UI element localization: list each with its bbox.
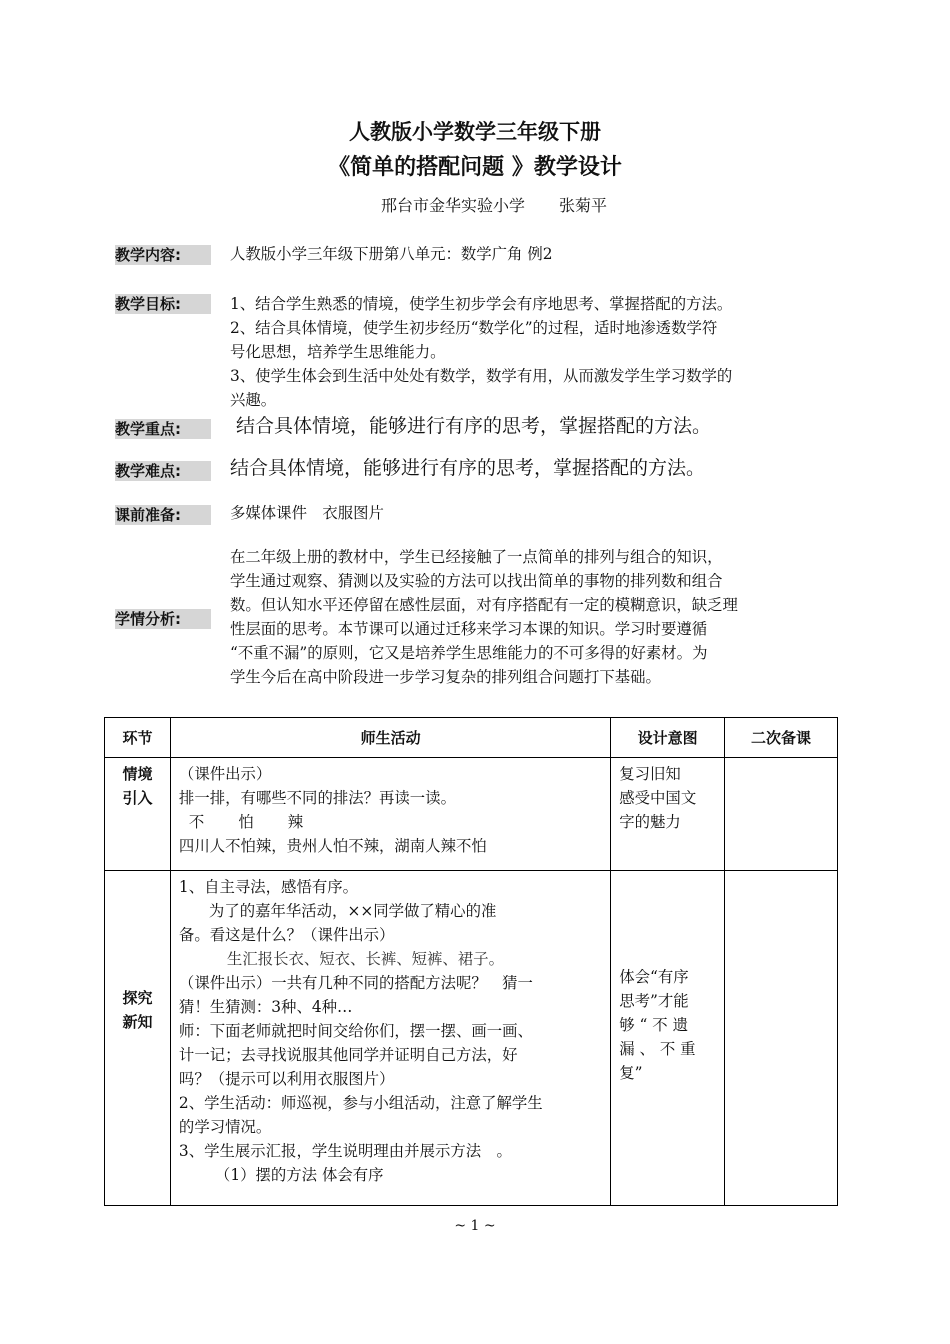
school-name: 邢台市金华实验小学	[381, 196, 526, 215]
header-revision: 二次备课	[725, 718, 838, 758]
table-row	[105, 758, 838, 871]
difficulty-label: 教学难点:	[115, 461, 211, 481]
activity-line: （课件出示）一共有几种不同的搭配方法呢？ 猜一	[178, 974, 533, 992]
section-cell	[105, 758, 171, 871]
activity-line: 备。看这是什么？（课件出示）	[178, 926, 395, 944]
goals-line: 号化思想，培养学生思维能力。	[230, 343, 446, 361]
activity-line: 不怕辣	[188, 813, 338, 831]
prep-text: 多媒体课件 衣服图片	[230, 504, 384, 522]
goals-label: 教学目标:	[115, 294, 211, 314]
prep-label: 课前准备:	[115, 505, 211, 525]
activity-line: 四川人不怕辣，贵州人怕不辣，湖南人辣不怕	[178, 837, 487, 855]
intent-line: 漏 、 不 重	[619, 1040, 696, 1058]
activity-cell	[170, 758, 610, 871]
section-name: 新知	[122, 1013, 153, 1031]
activity-line: （课件出示）	[178, 765, 272, 783]
header-activity: 师生活动	[170, 718, 610, 758]
intent-line: 思考”才能	[619, 992, 689, 1010]
content-label: 教学内容:	[115, 245, 211, 265]
section-name: 探究	[122, 989, 153, 1007]
document-subtitle: 《简单的搭配问题 》教学设计	[328, 155, 622, 180]
analysis-line: 数。但认知水平还停留在感性层面，对有序搭配有一定的模糊意识，缺乏理	[230, 596, 738, 614]
header-section: 环节	[105, 718, 171, 758]
activity-line: （1）摆的方法 体会有序	[214, 1166, 384, 1184]
intent-line: 体会“有序	[619, 968, 689, 986]
goals-line: 1、结合学生熟悉的情境，使学生初步学会有序地思考、掌握搭配的方法。	[230, 295, 733, 313]
activity-line: 排一排，有哪些不同的排法？再读一读。	[178, 789, 456, 807]
goals-line: 2、结合具体情境，使学生初步经历“数学化”的过程，适时地渗透数学符	[230, 319, 718, 337]
difficulty-text: 结合具体情境，能够进行有序的思考，掌握搭配的方法。	[230, 457, 706, 479]
activity-line: 1、自主寻法，感悟有序。	[178, 878, 359, 896]
section-cell	[105, 871, 171, 1206]
author-line	[381, 193, 607, 216]
key-label: 教学重点:	[115, 419, 211, 439]
intent-cell	[611, 871, 725, 1206]
intent-line: 字的魅力	[619, 813, 681, 831]
revision-cell	[725, 758, 838, 871]
activity-line: 的学习情况。	[178, 1118, 272, 1136]
analysis-line: 学生通过观察、猜测以及实验的方法可以找出简单的事物的排列数和组合	[230, 572, 723, 590]
analysis-label: 学情分析:	[115, 609, 211, 629]
goals-text	[230, 292, 840, 412]
analysis-line: 在二年级上册的教材中，学生已经接触了一点简单的排列与组合的知识，	[230, 548, 723, 566]
intent-line: 复习旧知	[619, 765, 681, 783]
activity-line: 为了的嘉年华活动，××同学做了精心的准	[208, 902, 497, 920]
goals-line: 3、使学生体会到生活中处处有数学，数学有用，从而激发学生学习数学的	[230, 367, 733, 385]
header-intent: 设计意图	[611, 718, 725, 758]
activity-cell	[170, 871, 610, 1206]
intent-line: 感受中国文	[619, 789, 697, 807]
analysis-line: “不重不漏”的原则，它又是培养学生思维能力的不可多得的好素材。为	[230, 644, 708, 662]
intent-cell	[611, 758, 725, 871]
revision-cell	[725, 871, 838, 1206]
content-text: 人教版小学三年级下册第八单元：数学广角 例2	[230, 245, 553, 263]
analysis-text	[230, 545, 840, 689]
activity-line: 生汇报长衣、短衣、长裤、短裤、裙子。	[226, 950, 504, 968]
intent-line: 够 “ 不 遗	[619, 1016, 688, 1034]
activity-line: 3、学生展示汇报，学生说明理由并展示方法 。	[178, 1142, 512, 1160]
key-text: 结合具体情境，能够进行有序的思考，掌握搭配的方法。	[236, 415, 712, 437]
activity-line: 猜！生猜测：3种、4种…	[178, 998, 353, 1016]
page-number: ~ 1 ~	[454, 1218, 496, 1234]
activity-line: 吗？（提示可以利用衣服图片）	[178, 1070, 395, 1088]
analysis-line: 性层面的思考。本节课可以通过迁移来学习本课的知识。学习时要遵循	[230, 620, 708, 638]
section-name: 引入	[122, 789, 153, 807]
table-row	[105, 871, 838, 1206]
goals-line: 兴趣。	[230, 391, 277, 409]
document-title: 人教版小学数学三年级下册	[349, 120, 601, 144]
lesson-table	[104, 717, 838, 1206]
intent-line: 复”	[619, 1064, 643, 1082]
activity-line: 计一记；去寻找说服其他同学并证明自己方法，好	[178, 1046, 518, 1064]
table-header-row	[105, 718, 838, 758]
section-name: 情境	[122, 765, 153, 783]
author-name: 张菊平	[559, 196, 608, 215]
activity-line: 2、学生活动：师巡视，参与小组活动，注意了解学生	[178, 1094, 543, 1112]
activity-line: 师：下面老师就把时间交给你们，摆一摆、画一画、	[178, 1022, 533, 1040]
analysis-line: 学生今后在高中阶段进一步学习复杂的排列组合问题打下基础。	[230, 668, 661, 686]
